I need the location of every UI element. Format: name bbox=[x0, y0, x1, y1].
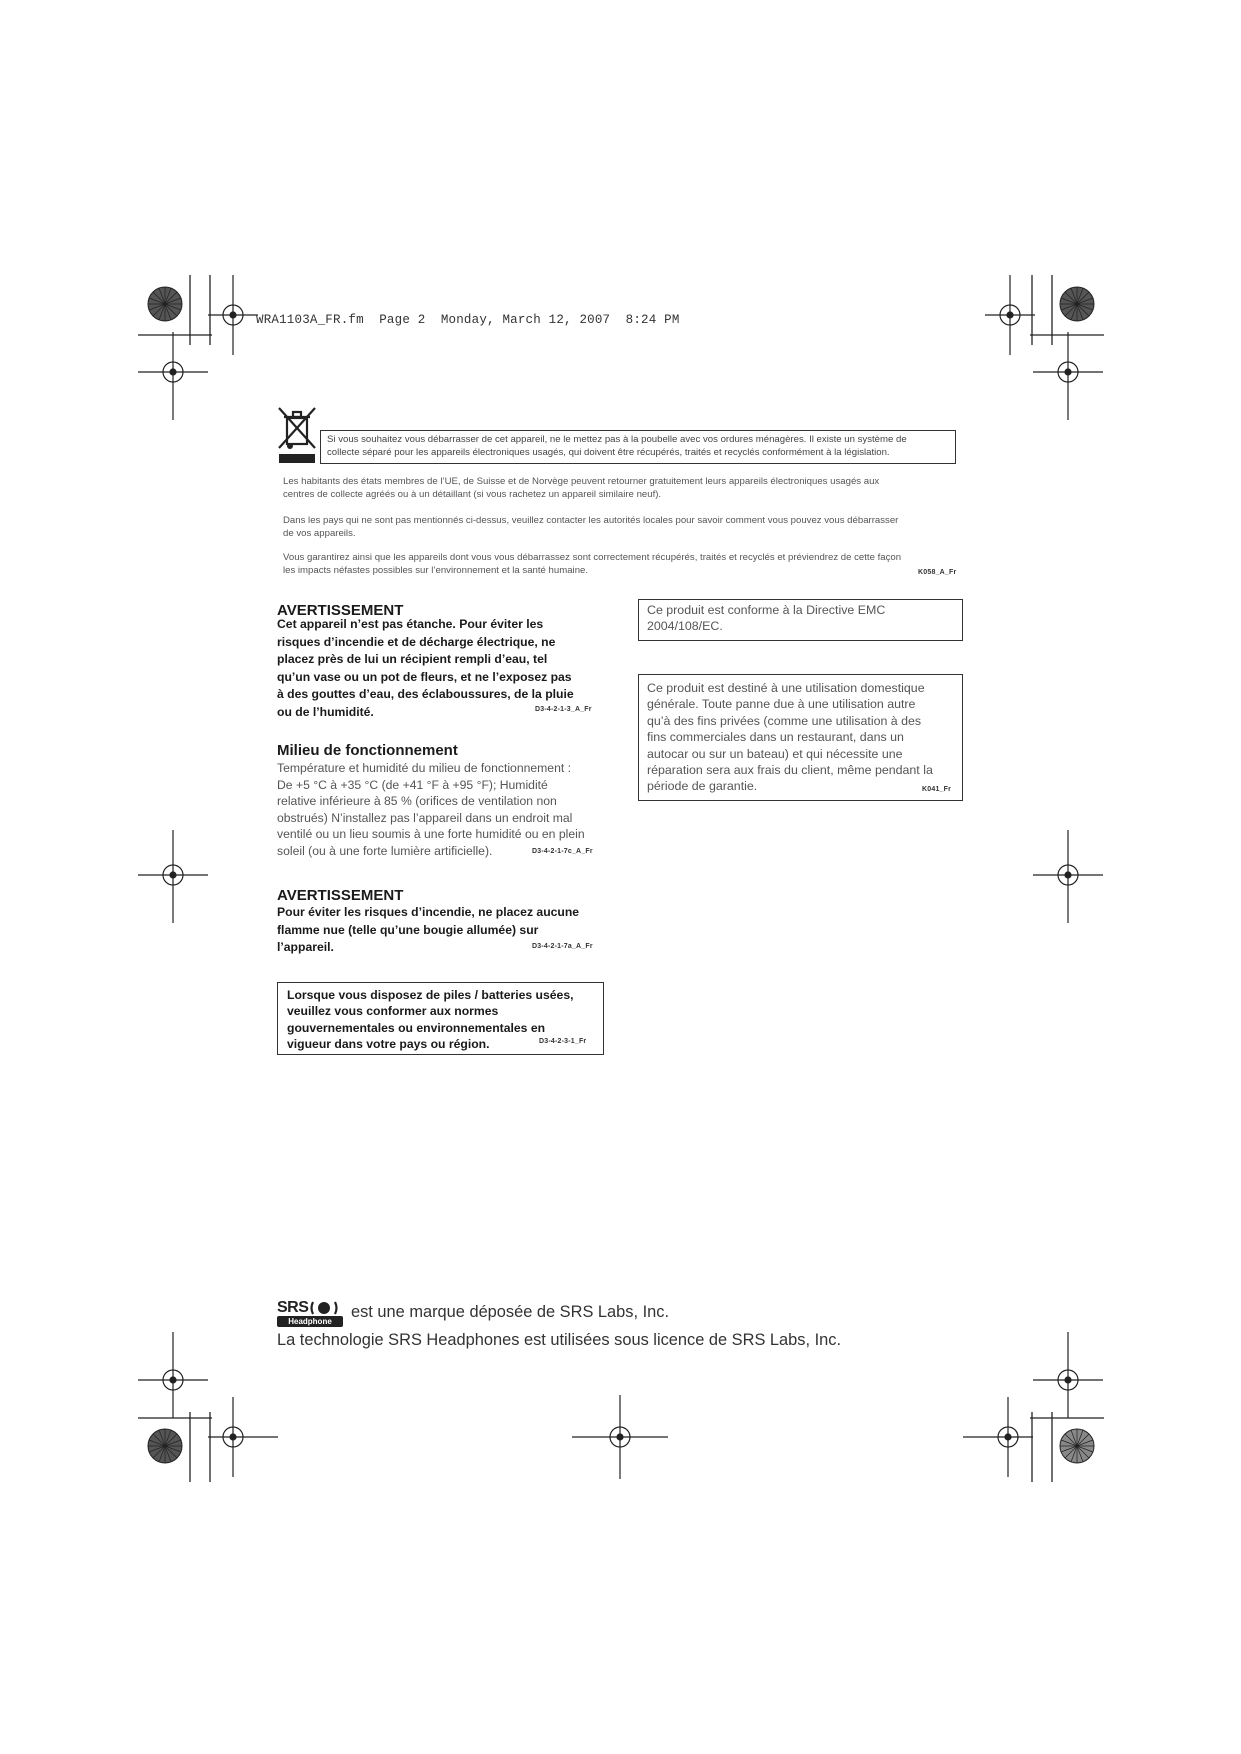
operating-reference-code: D3-4-2-1-7c_A_Fr bbox=[532, 848, 593, 855]
operating-environment-text bbox=[277, 760, 622, 859]
weee-para3-line-2: les impacts néfastes possibles sur l’environnement et la santé humaine. bbox=[283, 564, 589, 576]
weee-para1-line-2: centres de collecte agréés ou à un détaillant (si vous rachetez un appareil similaire neuf). bbox=[283, 488, 662, 500]
srs-circle-icon bbox=[310, 1300, 342, 1316]
weee-reference-code: K058_A_Fr bbox=[918, 569, 957, 576]
weee-para3-line-1: Vous garantirez ainsi que les appareils dont vous vous débarrassez sont correctement récupérés, traités et recyclés et préviendrez de cette façon bbox=[283, 552, 902, 563]
srs-headphone-logo bbox=[277, 1299, 343, 1327]
weee-box-line-1: Si vous souhaitez vous débarrasser de cet appareil, ne le mettez pas à la poubelle avec vos ordures ménagères. Il existe un système de bbox=[327, 434, 907, 445]
warning-heading: AVERTISSEMENT bbox=[277, 602, 404, 619]
operating-line: soleil (ou à une forte lumière artificielle). bbox=[277, 843, 493, 858]
warning2-reference-code: D3-4-2-1-7a_A_Fr bbox=[532, 943, 593, 950]
emc-line: 2004/108/EC. bbox=[647, 619, 723, 634]
file-info-header: WRA1103A_FR.fm Page 2 Monday, March 12, 2007 8:24 PM bbox=[256, 313, 680, 327]
weee-paragraph-1 bbox=[283, 476, 973, 501]
operating-line: obstrués) N’installez pas l’appareil dans un endroit mal bbox=[277, 810, 573, 825]
batteries-reference-code: D3-4-2-3-1_Fr bbox=[539, 1038, 587, 1045]
domestic-line: fins commerciales dans un restaurant, dans un bbox=[647, 730, 904, 745]
domestic-line: période de garantie. bbox=[647, 779, 758, 794]
warning2-heading: AVERTISSEMENT bbox=[277, 887, 404, 904]
warning2-line: Pour éviter les risques d’incendie, ne placez aucune bbox=[277, 905, 580, 919]
operating-environment-heading: Milieu de fonctionnement bbox=[277, 742, 458, 759]
warning1-line: à des gouttes d’eau, des éclaboussures, de la pluie bbox=[277, 687, 574, 701]
domestic-line: réparation sera aux frais du client, même pendant la bbox=[647, 763, 933, 778]
weee-box-line-2: collecte séparé pour les appareils électroniques usagés, qui doivent être récupérés, traités et recyclés conformément à la législation. bbox=[327, 446, 890, 458]
emc-line: Ce produit est conforme à la Directive EMC bbox=[647, 603, 886, 617]
warning1-line: placez près de lui un récipient rempli d’eau, tel bbox=[277, 652, 548, 666]
weee-paragraph-2 bbox=[283, 515, 973, 540]
weee-paragraph-3 bbox=[283, 552, 973, 577]
warning2-line: l’appareil. bbox=[277, 940, 334, 954]
weee-para1-line-1: Les habitants des états membres de l’UE, de Suisse et de Norvège peuvent retourner gratuitement leurs appareils électroniques usagés aux bbox=[283, 476, 880, 487]
warning1-line: ou de l’humidité. bbox=[277, 704, 374, 719]
weee-notice-box bbox=[320, 430, 956, 464]
operating-line: Température et humidité du milieu de fonctionnement : bbox=[277, 761, 572, 775]
domestic-reference-code: K041_Fr bbox=[922, 786, 952, 793]
srs-logo-text: SRS bbox=[277, 1299, 309, 1316]
srs-logo-subtext: Headphone bbox=[277, 1316, 343, 1327]
weee-para2-line-2: de vos appareils. bbox=[283, 527, 356, 539]
srs-trademark-line: est une marque déposée de SRS Labs, Inc. bbox=[351, 1303, 670, 1321]
warning1-line: Cet appareil n’est pas étanche. Pour éviter les bbox=[277, 617, 544, 631]
warning1-reference-code: D3-4-2-1-3_A_Fr bbox=[535, 706, 592, 713]
warning2-line: flamme nue (telle qu’une bougie allumée) sur bbox=[277, 922, 539, 937]
domestic-line: Ce produit est destiné à une utilisation domestique bbox=[647, 681, 925, 695]
batteries-line: gouvernementales ou environnementales en bbox=[287, 1020, 546, 1035]
operating-line: relative inférieure à 85 % (orifices de ventilation non bbox=[277, 794, 557, 808]
weee-para2-line-1: Dans les pays qui ne sont pas mentionnés ci-dessus, veuillez contacter les autorités locales pour savoir comment vous pouvez vous débarrasser bbox=[283, 515, 899, 526]
domestic-line: qu’à des fins privées (comme une utilisation à des bbox=[647, 713, 922, 728]
domestic-line: générale. Toute panne due à une utilisation autre bbox=[647, 697, 916, 712]
warning1-line: qu’un vase ou un pot de fleurs, et ne l’exposez pas bbox=[277, 669, 572, 684]
warning1-line: risques d’incendie et de décharge électrique, ne bbox=[277, 634, 556, 649]
batteries-line: veuillez vous conformer aux normes bbox=[287, 1004, 499, 1019]
srs-license-line: La technologie SRS Headphones est utilisées sous licence de SRS Labs, Inc. bbox=[277, 1331, 841, 1349]
crossed-out-wheeled-bin-icon bbox=[276, 406, 318, 466]
batteries-line: vigueur dans votre pays ou région. bbox=[287, 1036, 490, 1051]
domestic-line: autocar ou sur un bateau) et qui nécessite une bbox=[647, 746, 903, 761]
batteries-line: Lorsque vous disposez de piles / batteries usées, bbox=[287, 988, 574, 1002]
operating-line: ventilé ou un lieu soumis à une forte humidité ou en plein bbox=[277, 827, 585, 841]
emc-notice-text bbox=[647, 602, 957, 635]
operating-line: De +5 °C à +35 °C (de +41 °F à +95 °F); Humidité bbox=[277, 777, 548, 792]
domestic-use-notice-text bbox=[647, 680, 959, 795]
